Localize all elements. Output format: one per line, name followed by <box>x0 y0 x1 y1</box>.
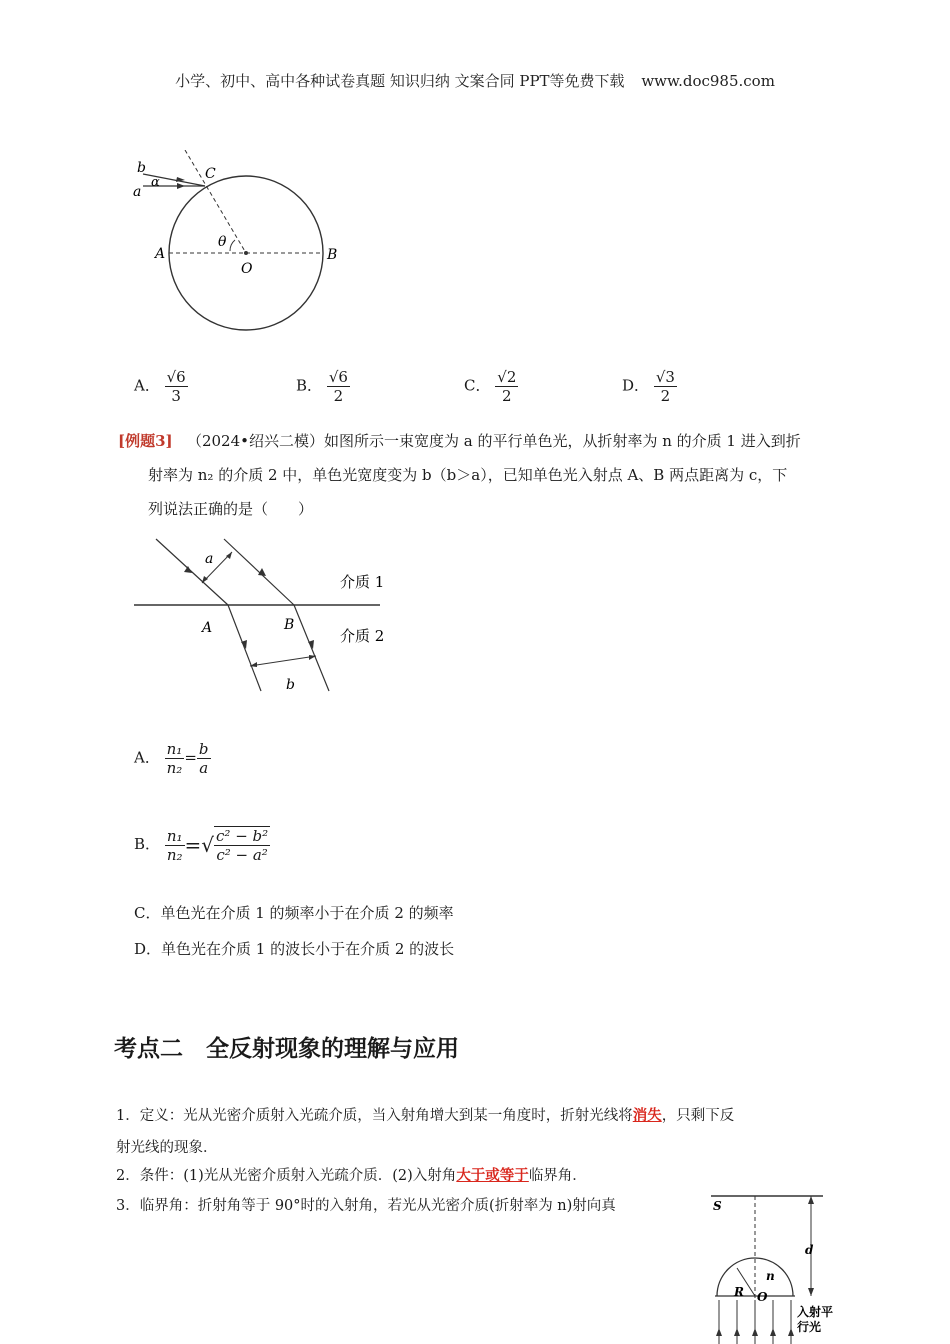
label-incident-light-2: 行光 <box>797 1320 822 1334</box>
fraction: $\frac{√6}{3}$ <box>166 368 186 405</box>
label-B: B <box>327 247 338 263</box>
critical-angle-paragraph: 3．临界角：折射角等于 90°时的入射角，若光从光密介质(折射率为 n)射向真 <box>116 1198 616 1214</box>
label-B: B <box>284 617 295 633</box>
arrow <box>808 1288 814 1296</box>
option-1-C[interactable]: C． $\frac{√2}{2}$ <box>464 368 517 405</box>
label-A: A <box>202 620 213 636</box>
section-title: 考点二 全反射现象的理解与应用 <box>114 1036 459 1062</box>
parallel-beam-figure <box>130 535 400 695</box>
label-S: S <box>713 1199 722 1213</box>
fraction: $\frac{√3}{2}$ <box>655 368 675 405</box>
arrow-a <box>177 183 185 189</box>
label-b: b <box>137 160 146 176</box>
center-dot <box>244 251 248 255</box>
label-O: O <box>757 1290 768 1304</box>
label-incident-light-1: 入射平 <box>797 1305 834 1319</box>
option-2-A[interactable]: A． $\frac{\text{n₁}}{\text{n₂}}$ = $\frac{b}{a}$ <box>134 740 209 777</box>
arrow <box>770 1328 776 1336</box>
circle-refraction-figure <box>125 150 355 340</box>
label-a: a <box>133 184 142 200</box>
label-theta: θ <box>218 234 227 250</box>
label-a: a <box>205 551 214 567</box>
header-text: 小学、初中、高中各种试卷真题 知识归纳 文案合同 PPT等免费下载 <box>175 72 625 90</box>
fraction: $\frac{\text{n₁}}{\text{n₂}}$ <box>166 826 183 864</box>
refracted-ray-2 <box>294 605 329 691</box>
arrow <box>184 566 192 573</box>
example-tag: [例题3] <box>118 432 173 450</box>
definition-paragraph: 1．定义：光从光密介质射入光疏介质，当入射角增大到某一角度时，折射光线将消失，只剩下反 射光线的现象． <box>116 1107 735 1156</box>
label-medium-2: 介质 2 <box>340 627 385 645</box>
option-2-C[interactable]: C．单色光在介质 1 的频率小于在介质 2 的频率 <box>134 904 454 922</box>
arrow <box>808 1196 814 1204</box>
label-b: b <box>286 677 295 693</box>
incident-ray-2 <box>224 539 294 605</box>
example-3-question <box>118 424 838 526</box>
arrow <box>716 1328 722 1336</box>
option-1-B[interactable]: B． $\frac{√6}{2}$ <box>296 368 348 405</box>
arrow <box>788 1328 794 1336</box>
label-d: d <box>805 1243 814 1257</box>
incident-ray-1 <box>156 539 228 605</box>
theta-arc <box>230 240 235 251</box>
arrow <box>734 1328 740 1336</box>
question-line-3: 列说法正确的是（ ） <box>148 500 314 518</box>
option-2-D[interactable]: D．单色光在介质 1 的波长小于在介质 2 的波长 <box>134 940 455 958</box>
question-line-2: 射率为 n₂ 的介质 2 中，单色光宽度变为 b（b＞a），已知单色光入射点 A、B 两点距离为 c，下 <box>148 466 788 484</box>
fraction: $\frac{√2}{2}$ <box>497 368 517 405</box>
label-O: O <box>241 261 253 277</box>
label-A: A <box>155 246 166 262</box>
fraction: $\frac{√6}{2}$ <box>328 368 348 405</box>
page-header <box>0 70 950 91</box>
label-medium-1: 介质 1 <box>340 573 385 591</box>
keyword-greater-or-equal: 大于或等于 <box>456 1167 529 1184</box>
keyword-disappear: 消失 <box>632 1107 662 1124</box>
fraction: $\frac{\text{c² − b²}}{\text{c² − a²}}$ <box>216 827 269 864</box>
label-alpha: α <box>151 175 160 190</box>
label-C: C <box>205 166 216 182</box>
header-url: www.doc985.com <box>641 72 775 90</box>
label-n: n <box>766 1269 775 1283</box>
option-1-D[interactable]: D． $\frac{√3}{2}$ <box>622 368 675 405</box>
width-b-line <box>250 656 316 666</box>
label-R: R <box>734 1285 744 1299</box>
question-line-1: （2024•绍兴二模）如图所示一束宽度为 a 的平行单色光，从折射率为 n 的介质 1 进入到折 <box>186 432 801 450</box>
refracted-ray-1 <box>228 605 261 691</box>
option-1-A[interactable]: A． $\frac{√6}{3}$ <box>134 368 186 405</box>
condition-paragraph: 2．条件：(1)光从光密介质射入光疏介质．(2)入射角大于或等于临界角． <box>116 1167 587 1184</box>
fraction: $\frac{\text{n₁}}{\text{n₂}}$ <box>166 740 183 777</box>
hemisphere-figure <box>705 1188 840 1344</box>
arrow <box>752 1328 758 1336</box>
fraction: $\frac{b}{a}$ <box>198 740 209 777</box>
option-2-B[interactable]: B． $\frac{\text{n₁}}{\text{n₂}}$ =√ $\frac{\text{c² − b²}}{\text{c² − a²}}$ <box>134 826 269 864</box>
